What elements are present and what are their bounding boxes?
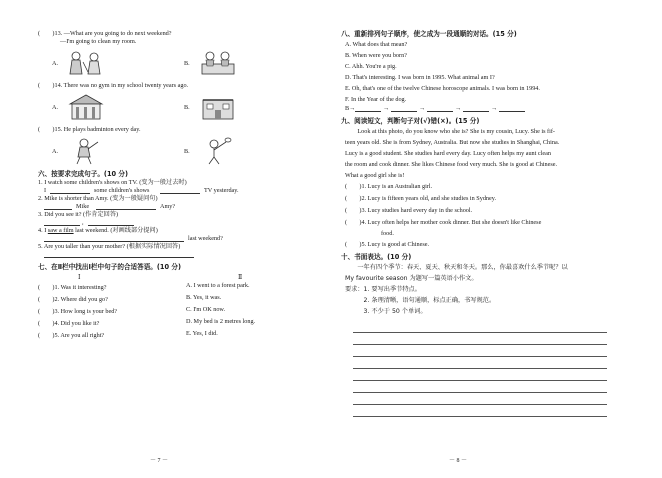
answer-blank[interactable] (391, 105, 417, 112)
writing-line[interactable] (353, 393, 607, 405)
badminton-player-image (198, 136, 238, 166)
answer-blank[interactable] (355, 105, 381, 112)
sec6-s3-answer: , (38, 219, 321, 227)
option-a[interactable]: A. (52, 104, 59, 111)
dialog-line: B. When were you born? (345, 52, 407, 59)
sec6-s4: 4. I saw a film last weekend. (对画线部分提问) (38, 227, 158, 234)
dialog-line: E. Oh, that's one of the twelve Chinese horoscope animals. I was born in 1994. (345, 85, 540, 92)
writing-line[interactable] (353, 321, 607, 333)
dialog-line: A. What does that mean? (345, 41, 408, 48)
sec6-s5: 5. Are you taller than your mother? (根据实际情况回答) (38, 243, 181, 250)
question-13: ( )13. —What are you going to do next weekend? (38, 30, 172, 37)
instruction-line: 2. 条理清晰，语句通顺，标点正确，书写规范。 (345, 297, 496, 304)
sec9-passage (341, 126, 632, 181)
passage-line: What a good girl she is! (345, 172, 405, 179)
writing-line[interactable] (353, 333, 607, 345)
sec6-s1-answer: I some children's shows TV yesterday. (44, 187, 239, 194)
answer-blank[interactable] (44, 251, 194, 258)
question-15-options (38, 136, 321, 168)
sec6-s4-answer: last weekend? (38, 235, 321, 243)
sec8-answer-sequence: B→ → → → → (345, 105, 632, 117)
option-a[interactable]: A. (52, 60, 59, 67)
dialog-line: D. That's interesting. I was born in 1995. What animal am I? (345, 74, 495, 81)
writing-line[interactable] (353, 357, 607, 369)
passage-line: Lucy is a good student. She studies hard every day. Lucy often helps my aunt clean (345, 150, 551, 157)
writing-area[interactable] (341, 321, 632, 417)
question-14-options (38, 92, 321, 124)
judge-item[interactable]: ( )5. Lucy is good at Chinese. (345, 241, 430, 248)
boy-playing-image (66, 136, 106, 166)
option-b[interactable]: B. (184, 60, 190, 67)
right-page (331, 0, 662, 478)
children-activity-image (198, 48, 238, 78)
sec9-items (341, 181, 632, 251)
writing-line[interactable] (353, 381, 607, 393)
page-number: － 7 － (150, 458, 169, 464)
match-item: ( )4. Did you like it? D. My bed is 2 metres long. (38, 318, 256, 327)
section-9-title: 九、阅读短文，判断句子对(√)错(×)。(15 分) (341, 117, 480, 125)
section-8-title: 八、重新排列句子顺序，使之成为一段通顺的对话。(15 分) (341, 30, 517, 38)
instruction-line: 要求：1. 要写出季节特点。 (345, 286, 421, 293)
answer-blank[interactable] (44, 235, 184, 242)
sec10-instructions (341, 262, 632, 317)
judge-item-continuation: food. (381, 230, 394, 237)
judge-item[interactable]: ( )4. Lucy often helps her mother cook dinner. But she doesn't like Chinese (345, 219, 542, 226)
sec6-s2-answer: Mike Amy? (38, 203, 321, 211)
match-item: ( )2. Where did you go? B. Yes, it was. (38, 294, 222, 303)
passage-line: Look at this photo, do you know who she is? She is my cousin, Lucy. She is fif- (345, 128, 555, 135)
answer-blank[interactable] (96, 203, 156, 210)
writing-line[interactable] (353, 369, 607, 381)
match-item: ( )1. Was it interesting? A. I went to a forest park. (38, 282, 250, 291)
option-b[interactable]: B. (184, 104, 190, 111)
match-item: ( )3. How long is your bed? C. I'm OK now. (38, 306, 226, 315)
sec6-s1: 1. I watch some children's shows on TV. (变为一般过去时) (38, 179, 187, 186)
question-13-answer: —I'm going to clean my room. (60, 38, 137, 45)
judge-item[interactable]: ( )1. Lucy is an Australian girl. (345, 183, 433, 190)
match-item: ( )5. Are you all right? E. Yes, I did. (38, 330, 218, 339)
sec8-lines (341, 39, 632, 105)
sec7-items (38, 282, 321, 342)
writing-line[interactable] (353, 405, 607, 417)
question-13-options (38, 48, 321, 80)
instruction-line: My favourite season 为题写一篇英语小作文。 (345, 275, 478, 282)
section-10-title: 十、书面表达。(10 分) (341, 253, 412, 261)
answer-blank[interactable] (50, 187, 90, 194)
instruction-line: 一年有四个季节：春天、夏天、秋天和冬天。那么，你最喜欢什么季节呢？以 (345, 264, 568, 271)
answer-blank[interactable] (427, 105, 453, 112)
instruction-line: 3. 不少于 50 个单词。 (345, 308, 427, 315)
school-building-image (66, 92, 106, 122)
children-cleaning-image (66, 48, 106, 78)
sec6-s5-answer (38, 251, 321, 259)
passage-line: teen years old. She is from Sydney, Australia. But now she studies in Shanghai, China. (345, 139, 560, 146)
judge-item[interactable]: ( )3. Lucy studies hard every day in the school. (345, 207, 473, 214)
answer-blank[interactable] (499, 105, 525, 112)
sec6-s3: 3. Did you see it? (作肯定回答) (38, 211, 119, 218)
option-b[interactable]: B. (184, 148, 190, 155)
sec7-column-headers: Ⅰ Ⅱ (78, 274, 243, 281)
answer-blank[interactable] (88, 219, 134, 226)
answer-blank[interactable] (463, 105, 489, 112)
dialog-line: C. Ahh. You're a pig. (345, 63, 397, 70)
passage-line: the room and cook dinner. She likes Chinese food very much. She is good at Chinese. (345, 161, 558, 168)
sec6-s2: 2. Mike is shorter than Amy. (变为一般疑问句) (38, 195, 158, 202)
question-15: ( )15. He plays badminton every day. (38, 126, 141, 133)
dialog-line: F. In the Year of the dog. (345, 96, 407, 103)
option-a[interactable]: A. (52, 148, 59, 155)
page-number: － 8 － (449, 458, 468, 464)
section-7-title: 七、在Ⅱ栏中找出Ⅰ栏中句子的合适答语。(10 分) (38, 263, 181, 271)
question-14: ( )14. There was no gym in my school twenty years ago. (38, 82, 189, 89)
answer-blank[interactable] (44, 203, 72, 210)
answer-blank[interactable] (160, 187, 200, 194)
judge-item[interactable]: ( )2. Lucy is fifteen years old, and she studies in Sydney. (345, 195, 496, 202)
gym-building-image (198, 92, 238, 122)
writing-line[interactable] (353, 345, 607, 357)
answer-blank[interactable] (44, 219, 80, 226)
section-6-title: 六、按要求完成句子。(10 分) (38, 170, 129, 178)
